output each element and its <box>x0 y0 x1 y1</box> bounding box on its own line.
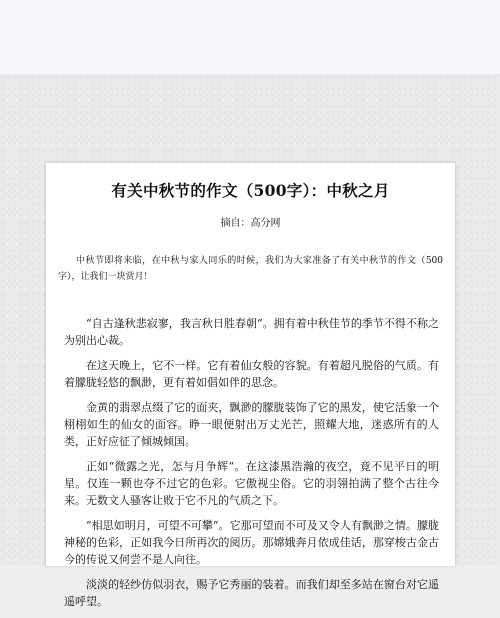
article-title: 有关中秋节的作文（500字）：中秋之月 <box>111 181 390 200</box>
article-page <box>45 162 456 608</box>
article-paragraph: 淡淡的轻纱仿似羽衣，赐予它秀丽的装着。而我们却至多站在窗台对它遥遥呼望。 <box>64 578 439 608</box>
article-body <box>64 315 439 618</box>
article-paragraph: 正如“微露之光，怎与月争辉“。在这漆黑浩瀚的夜空，竟不见平日的明星。仅连一颗也夺不过它的色彩。它傲视尘俗。它的羽翎拍满了整个古往今来。无数文人骚客让败于它不凡的气质之下。 <box>64 460 439 507</box>
top-blank-area <box>0 0 500 74</box>
article-paragraph: 金黄的翡翠点缀了它的面夹，飘渺的朦胧装饰了它的黑发，使它活象一个栩栩如生的仙女的面容。睁一眼便射出万丈光芒，照耀大地，迷惑所有的人类，正好应征了倾城倾国。 <box>64 401 439 448</box>
article-source: 摘自：高分网 <box>220 218 281 229</box>
article-paragraph: “相思如明月，可望不可攀“。它那可望而不可及又令人有飘渺之情。朦胧神秘的色彩，正如我今日所再次的阅历。那嫦娥奔月依成佳话，那穿梭古金古今的传说又何尝不是人向往。 <box>64 519 439 566</box>
article-paragraph: 在这天晚上，它不一样。它有着仙女般的容貌。有着超凡脱俗的气质。有着朦胧轻悠的飘渺，更有着如倡如伴的思念。 <box>64 359 439 389</box>
article-intro: 中秋节即将来临，在中秋与家人同乐的时候，我们为大家准备了有关中秋节的作文（500字），让我们一块赏月！ <box>58 256 443 282</box>
article-paragraph: “自古逢秋悲寂寥，我言秋日胜春朝“。拥有着中秋佳节的季节不得不称之为别出心裁。 <box>64 317 439 347</box>
